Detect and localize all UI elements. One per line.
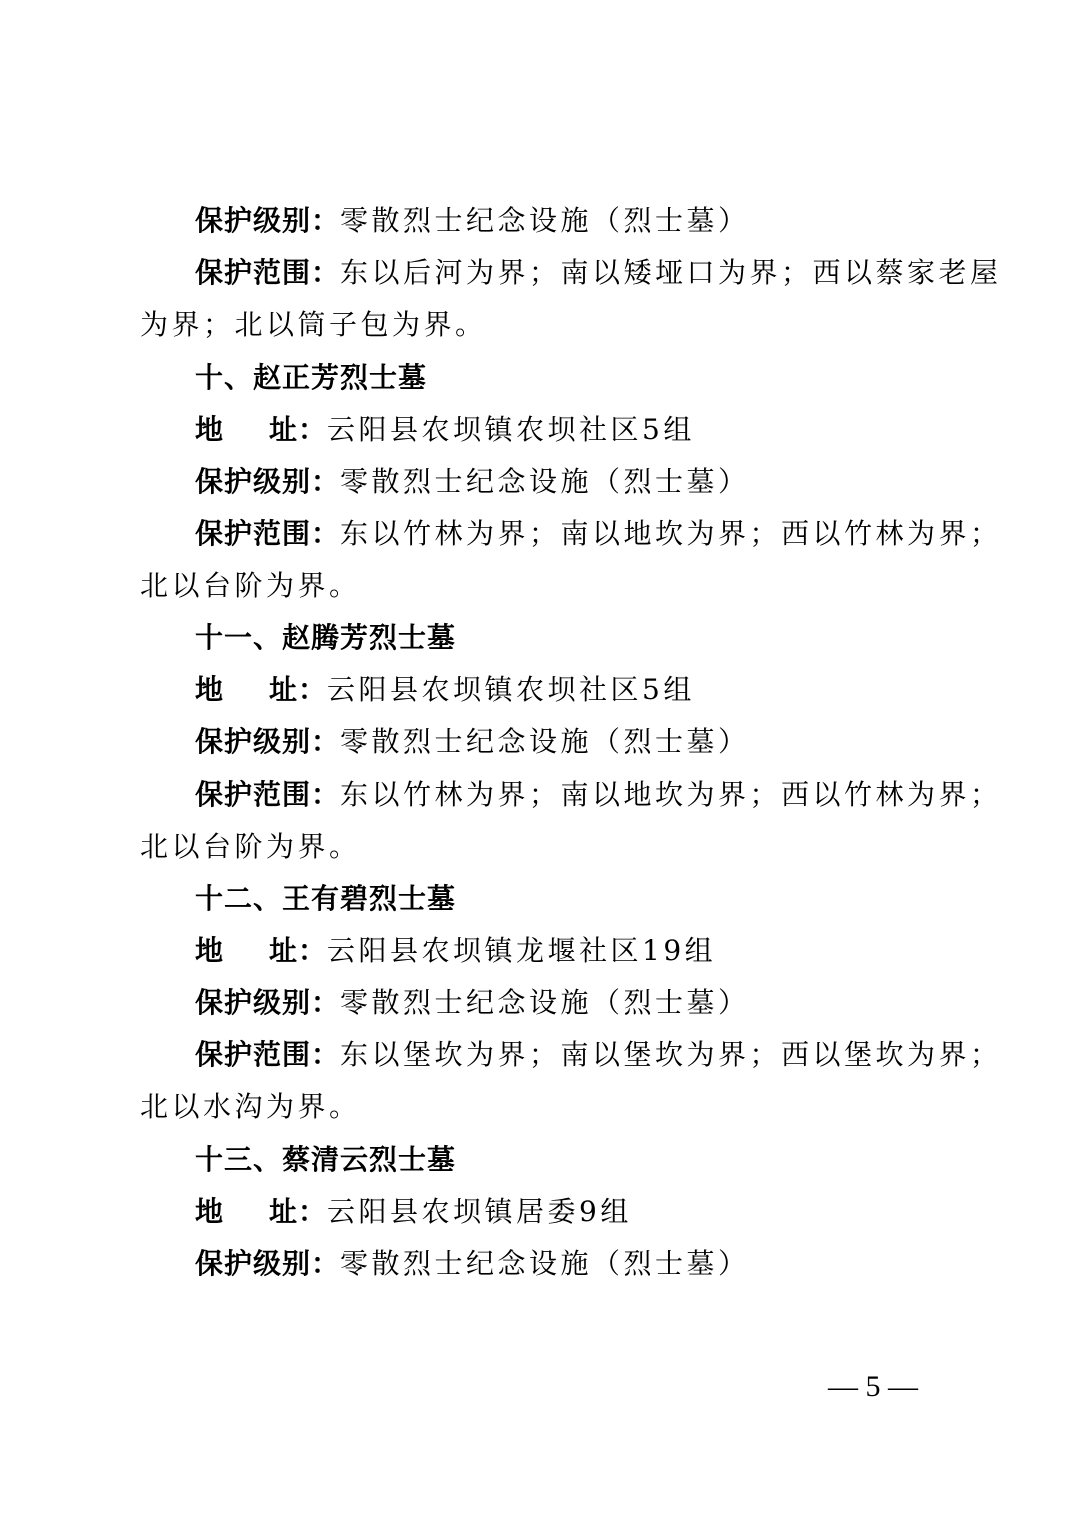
field-label: 保护范围： [195,1038,341,1071]
field-value: 云阳县农坝镇龙堰社区19组 [327,934,717,967]
field-label: 保护级别： [195,725,341,758]
protection-level-line [195,465,750,499]
protection-scope-line [195,517,1002,551]
field-value: 东以竹林为界；南以地坎为界；西以竹林为界； [340,517,1002,550]
protection-level-line [195,986,750,1020]
protection-scope-continuation: 北以台阶为界。 [140,830,361,863]
page-number: — 5 — [828,1370,918,1403]
address-line [195,413,695,447]
field-value: 云阳县农坝镇居委9组 [327,1195,632,1228]
field-label: 保护级别： [195,465,341,498]
field-label: 保护范围： [195,517,341,550]
protection-scope-continuation: 北以台阶为界。 [140,569,361,602]
field-label: 址： [269,673,328,706]
field-value: 东以堡坎为界；南以堡坎为界；西以堡坎为界； [340,1038,1002,1071]
protection-scope-line [195,256,1002,290]
protection-level-line [195,1247,750,1281]
field-value: 零散烈士纪念设施（烈士墓） [340,725,750,758]
protection-level-line [195,204,750,238]
protection-scope-continuation: 北以水沟为界。 [140,1090,361,1123]
field-label: 地 [195,934,270,967]
field-value: 零散烈士纪念设施（烈士墓） [340,1247,750,1280]
field-label: 址： [269,1195,328,1228]
field-value: 云阳县农坝镇农坝社区5组 [327,673,695,706]
field-label: 地 [195,1195,270,1228]
field-label: 地 [195,413,270,446]
field-label: 保护范围： [195,256,341,289]
field-label: 址： [269,934,328,967]
protection-level-line [195,725,750,759]
section-heading: 十三、蔡清云烈士墓 [195,1143,457,1176]
field-label: 址： [269,413,328,446]
field-value: 东以竹林为界；南以地坎为界；西以竹林为界； [340,778,1002,811]
field-value: 零散烈士纪念设施（烈士墓） [340,204,750,237]
protection-scope-line [195,1038,1002,1072]
address-line [195,934,716,968]
field-label: 保护级别： [195,1247,341,1280]
field-label: 地 [195,673,270,706]
field-value: 云阳县农坝镇农坝社区5组 [327,413,695,446]
address-line [195,673,695,707]
field-label: 保护范围： [195,778,341,811]
field-value: 东以后河为界；南以矮垭口为界；西以蔡家老屋 [340,256,1002,289]
section-heading: 十一、赵腾芳烈士墓 [195,621,457,654]
protection-scope-line [195,778,1002,812]
field-label: 保护级别： [195,986,341,1019]
field-value: 零散烈士纪念设施（烈士墓） [340,465,750,498]
section-heading: 十二、王有碧烈士墓 [195,882,457,915]
field-label: 保护级别： [195,204,341,237]
address-line [195,1195,632,1229]
field-value: 零散烈士纪念设施（烈士墓） [340,986,750,1019]
protection-scope-continuation: 为界；北以筒子包为界。 [140,308,487,341]
section-heading: 十、赵正芳烈士墓 [195,361,428,394]
